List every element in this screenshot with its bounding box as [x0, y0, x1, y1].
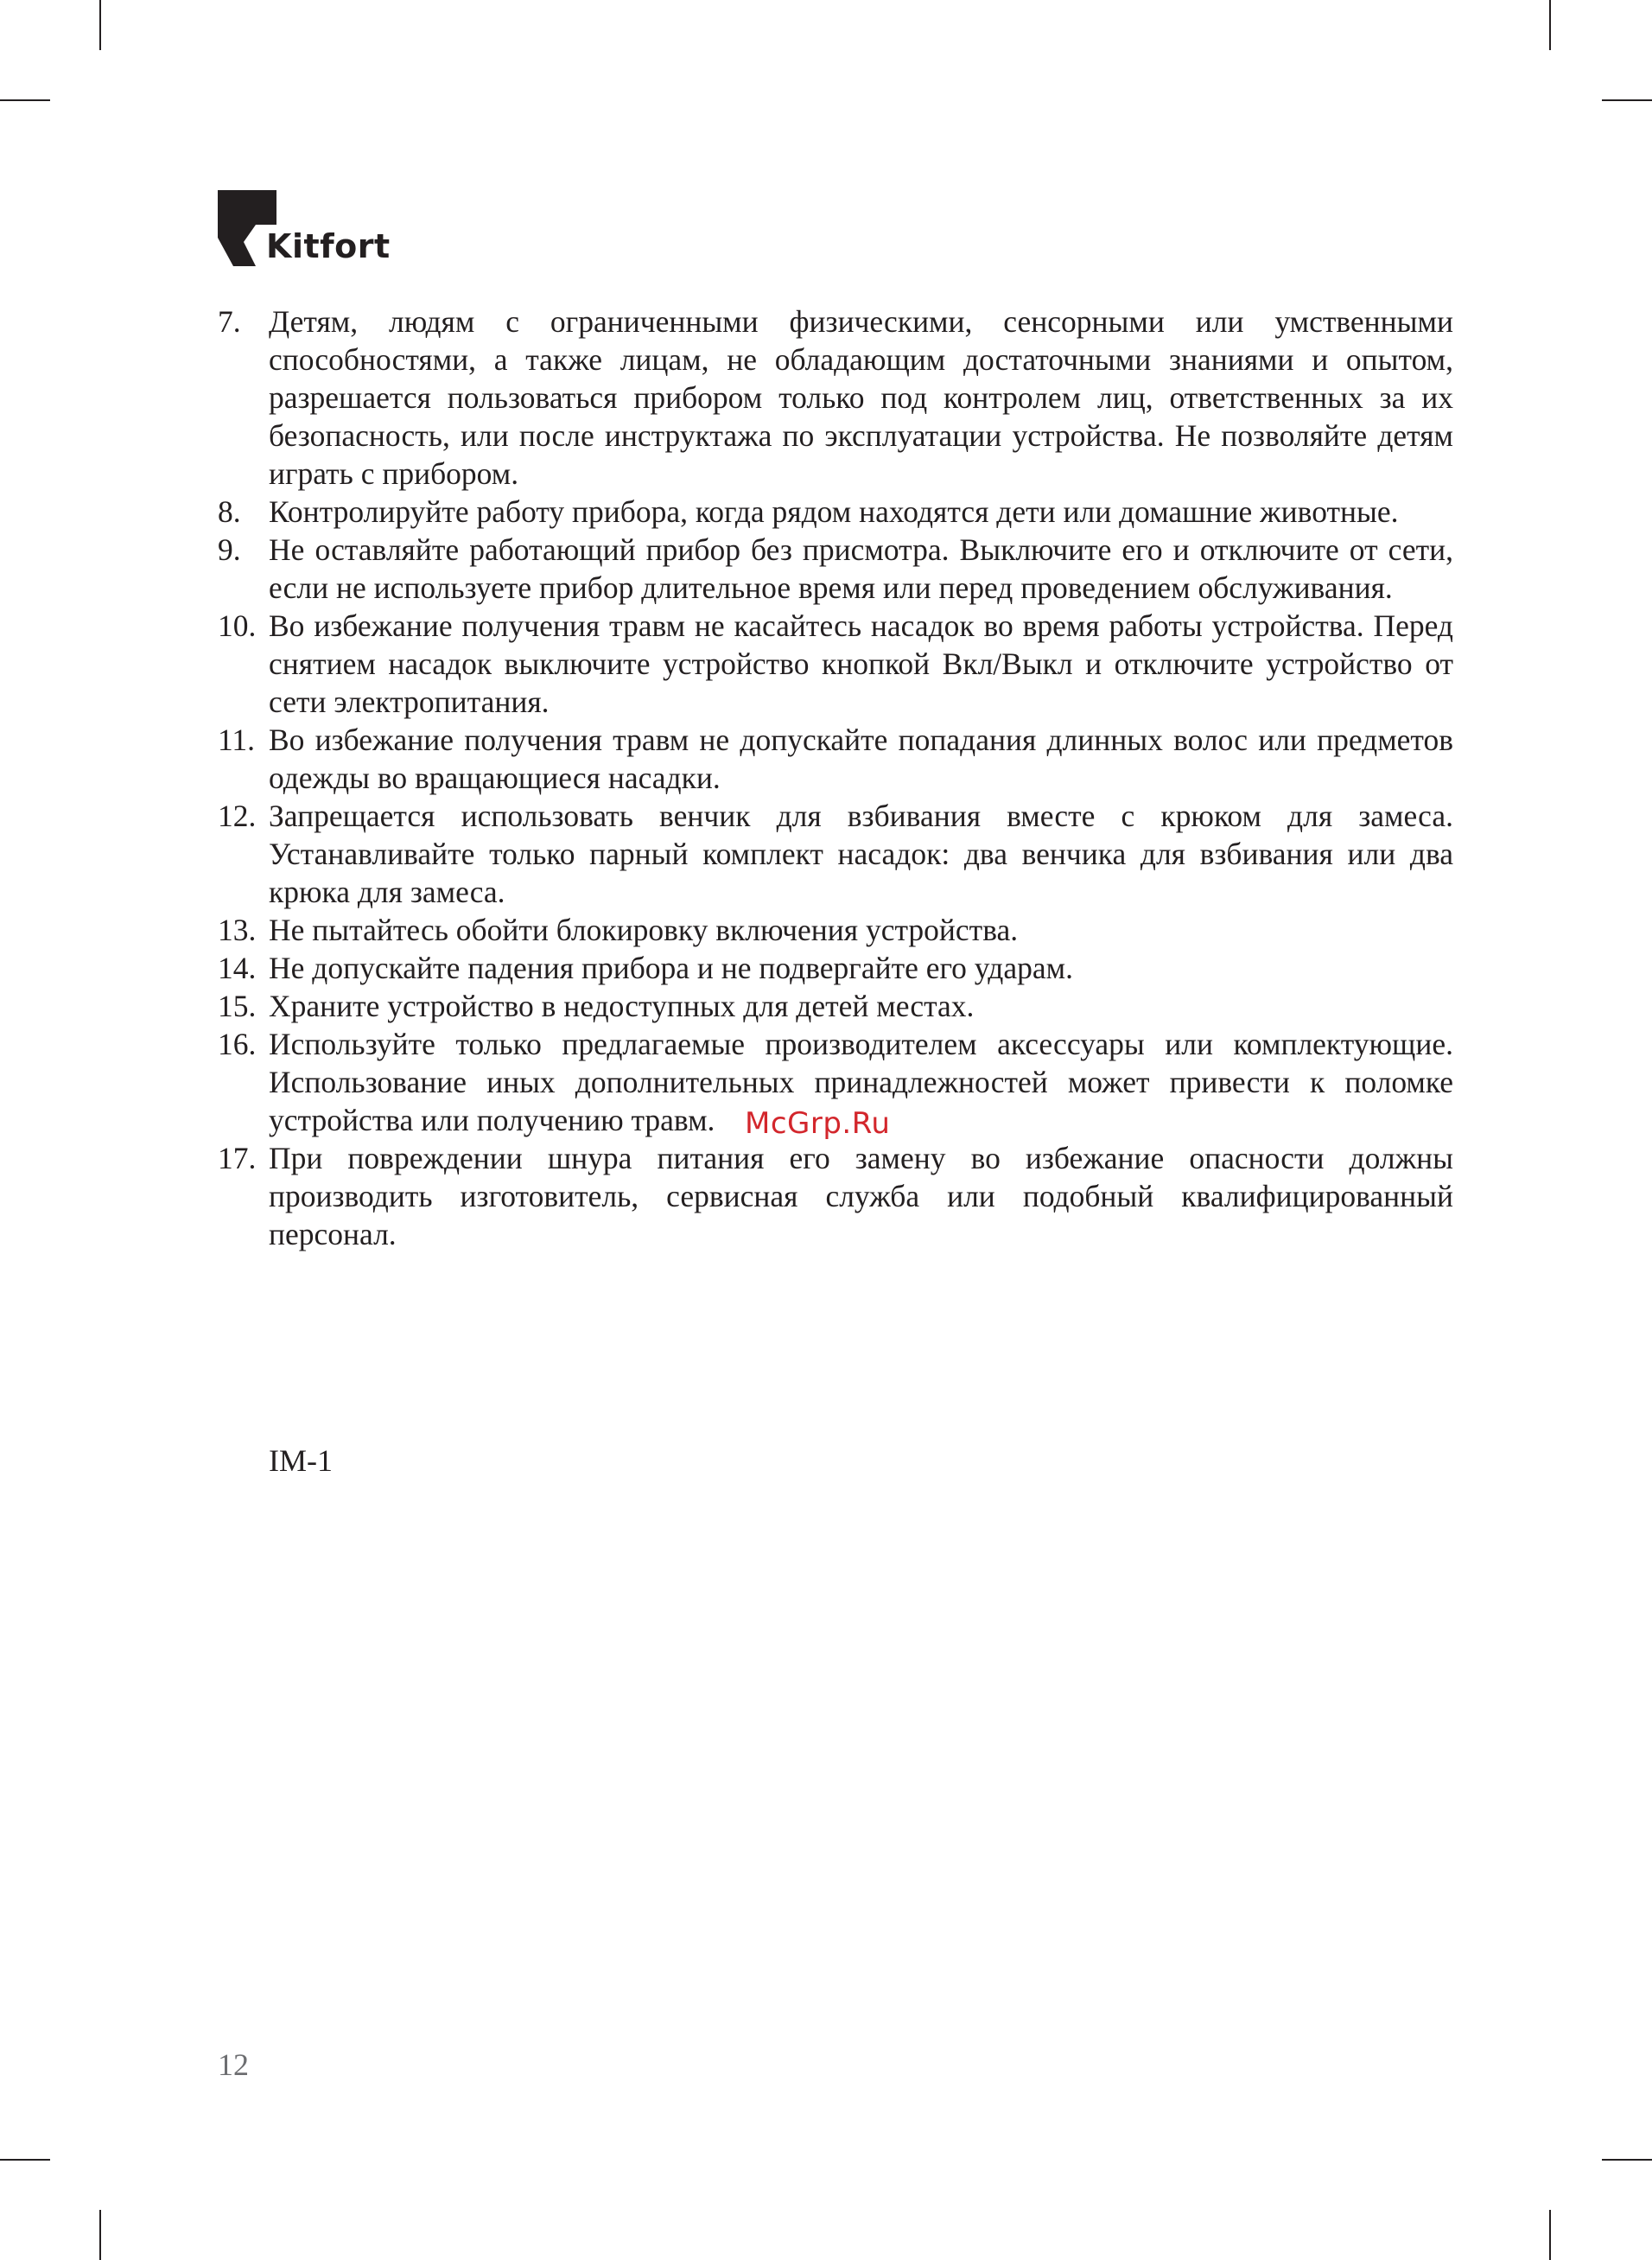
crop-mark-top-left-vertical — [99, 0, 101, 50]
crop-mark-top-right-horizontal — [1602, 99, 1652, 101]
crop-mark-bottom-right-horizontal — [1602, 2159, 1652, 2161]
list-item-text: Запрещается использовать венчик для взбивания вместе с крюком для замеса. Устанавливайте только парный комплект насадок: два венчика для взбивания или два крюка для замеса. — [269, 799, 1453, 909]
logo-brand-text: Kitfort — [266, 227, 391, 265]
list-item-text: Не пытайтесь обойти блокировку включения устройства. — [269, 913, 1019, 947]
list-item — [218, 797, 1453, 911]
list-item — [218, 607, 1453, 721]
crop-mark-top-left-horizontal — [0, 99, 50, 101]
list-item — [218, 987, 1453, 1025]
list-item-number: 16. — [218, 1027, 257, 1061]
list-item — [218, 949, 1453, 987]
list-item — [218, 721, 1453, 797]
list-item-text: Во избежание получения травм не допускайте попадания длинных волос или предметов одежды во вращающиеся насадки. — [269, 723, 1453, 795]
crop-mark-top-right-vertical — [1549, 0, 1551, 50]
model-code: IM-1 — [269, 1443, 333, 1478]
list-item-number: 7. — [218, 304, 241, 339]
crop-mark-bottom-right-vertical — [1549, 2210, 1551, 2260]
list-item-number: 11. — [218, 723, 256, 757]
list-item-text: Не допускайте падения прибора и не подвергайте его ударам. — [269, 951, 1073, 985]
list-item-number: 10. — [218, 608, 257, 643]
list-item-text: При повреждении шнура питания его замену во избежание опасности должны производить изготовитель, сервисная служба или подобный квалифицированный персонал. — [269, 1141, 1453, 1251]
page-number: 12 — [218, 2047, 249, 2082]
list-item-text: Храните устройство в недоступных для детей местах. — [269, 989, 975, 1023]
list-item — [218, 531, 1453, 607]
list-item-number: 8. — [218, 494, 241, 529]
crop-mark-bottom-left-horizontal — [0, 2159, 50, 2161]
list-item-text: Контролируйте работу прибора, когда рядом находятся дети или домашние животные. — [269, 494, 1399, 529]
list-item-text: Не оставляйте работающий прибор без присмотра. Выключите его и отключите от сети, если не используете прибор длительное время или перед проведением обслуживания. — [269, 532, 1453, 605]
list-item — [218, 493, 1453, 531]
list-item — [218, 911, 1453, 949]
list-item — [218, 302, 1453, 493]
watermark: McGrp.Ru — [745, 1106, 891, 1141]
list-item-text: Используйте только предлагаемые производителем аксессуары или комплектующие. Использование иных дополнительных принадлежностей может привести к поломке устройства или получению травм. — [269, 1027, 1453, 1137]
list-item-number: 17. — [218, 1141, 257, 1175]
list-item-number: 15. — [218, 989, 257, 1023]
list-item-number: 9. — [218, 532, 241, 567]
list-item-number: 13. — [218, 913, 257, 947]
list-item-number: 12. — [218, 799, 257, 833]
list-item-text: Во избежание получения травм не касайтесь насадок во время работы устройства. Перед снятием насадок выключите устройство кнопкой Вкл/Выкл и отключите устройство от сети электропитания. — [269, 608, 1453, 719]
kitfort-logo — [218, 190, 391, 272]
list-item-number: 14. — [218, 951, 257, 985]
crop-mark-bottom-left-vertical — [99, 2210, 101, 2260]
list-item — [218, 1139, 1453, 1253]
list-item-text: Детям, людям с ограниченными физическими, сенсорными или умственными способностями, а также лицам, не обладающим достаточными знаниями и опытом, разрешается пользоваться прибором только под контролем лиц, ответственных за их безопасность, или после инструктажа по эксплуатации устройства. Не позволяйте детям играть с прибором. — [269, 304, 1453, 491]
